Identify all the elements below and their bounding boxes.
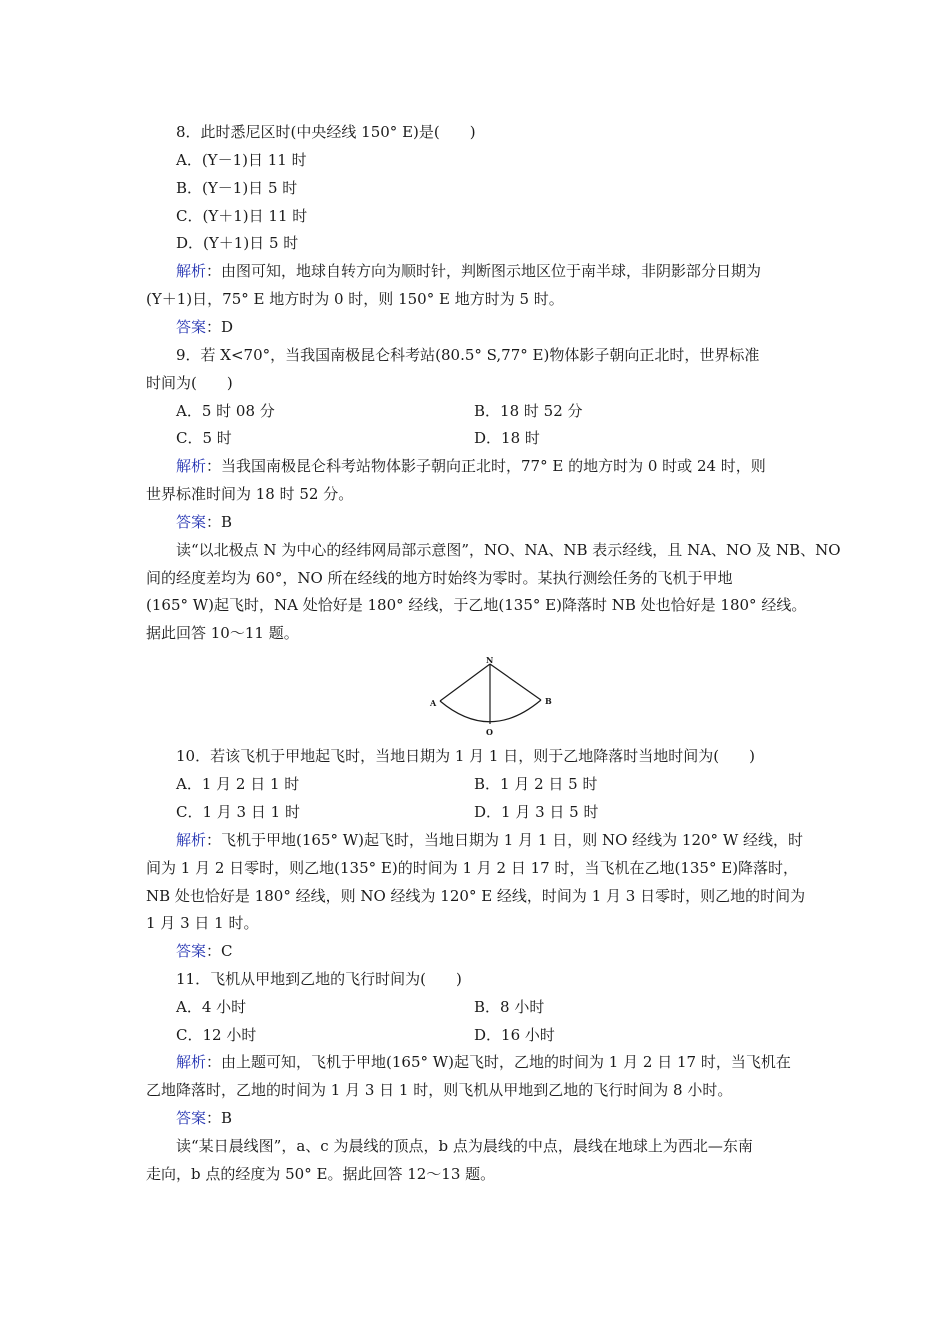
q11-option-b: B．8 小时 [474,998,545,1016]
q8-option-d: D．(Y＋1)日 5 时 [176,234,299,252]
intro-10-11-line-2: 间的经度差均为 60°，NO 所在经线的地方时始终为零时。某执行测绘任务的飞机于甲地 [146,569,733,587]
q10-answer [176,941,233,961]
meridian-nb [490,664,541,700]
answer-label: 答案 [176,1109,207,1127]
intro-12-13-line-2: 走向，b 点的经度为 50° E。据此回答 12～13 题。 [146,1165,496,1183]
analysis-label: 解析 [176,831,207,849]
q10-stem: 10．若该飞机于甲地起飞时，当地日期为 1 月 1 日，则于乙地降落时当地时间为( ) [176,747,755,765]
q9-analysis-line-2: 世界标准时间为 18 时 52 分。 [146,485,354,503]
meridian-diagram [420,655,560,737]
analysis-text: ：当我国南极昆仑科考站物体影子朝向正北时，77° E 的地方时为 0 时或 24 时，则 [206,457,766,475]
q10-analysis-line-3: NB 处也恰好是 180° 经线，则 NO 经线为 120° E 经线，时间为 1 月 3 日零时，则乙地的时间为 [146,887,806,905]
q10-analysis-line-1 [176,830,803,850]
q10-option-a: A．1 月 2 日 1 时 [176,775,300,793]
q11-analysis-line-2: 乙地降落时，乙地的时间为 1 月 3 日 1 时，则飞机从甲地到乙地的飞行时间为 8 小时。 [146,1081,733,1099]
q8-answer [176,317,233,337]
q10-analysis-line-4: 1 月 3 日 1 时。 [146,914,259,932]
q8-stem: 8．此时悉尼区时(中央经线 150° E)是( ) [176,123,476,141]
intro-10-11-line-4: 据此回答 10～11 题。 [146,624,299,642]
q9-stem-line-1: 9．若 X<70°，当我国南极昆仑科考站(80.5° S,77° E)物体影子朝向正北时，世界标准 [176,346,760,364]
q11-stem: 11．飞机从甲地到乙地的飞行时间为( ) [176,970,462,988]
answer-label: 答案 [176,513,207,531]
q11-answer [176,1108,232,1128]
intro-10-11-line-1: 读“以北极点 N 为中心的经纬网局部示意图”，NO、NA、NB 表示经线，且 NA、NO 及 NB、NO [176,541,841,559]
intro-12-13-line-1: 读“某日晨线图”，a、c 为晨线的顶点，b 点为晨线的中点，晨线在地球上为西北—东南 [176,1137,753,1155]
q11-option-d: D．16 小时 [474,1026,555,1044]
answer-value: ：B [206,1109,233,1127]
analysis-label: 解析 [176,457,207,475]
analysis-text: ：飞机于甲地(165° W)起飞时，当地日期为 1 月 1 日，则 NO 经线为 120° W 经线，时 [206,831,804,849]
answer-value: ：B [206,513,233,531]
label-a: A [430,698,437,708]
analysis-label: 解析 [176,262,207,280]
q9-option-a: A．5 时 08 分 [176,402,275,420]
label-b: B [545,696,552,706]
label-o: O [486,727,493,737]
analysis-text: ：由上题可知，飞机于甲地(165° W)起飞时，乙地的时间为 1 月 2 日 17 时，当飞机在 [206,1053,791,1071]
q9-option-b: B．18 时 52 分 [474,402,583,420]
q8-analysis-line-1 [176,261,761,281]
q11-option-c: C．12 小时 [176,1026,257,1044]
q10-analysis-line-2: 间为 1 月 2 日零时，则乙地(135° E)的时间为 1 月 2 日 17 时，当飞机在乙地(135° E)降落时， [146,859,799,877]
analysis-label: 解析 [176,1053,207,1071]
label-n: N [486,655,494,665]
q8-option-b: B．(Y－1)日 5 时 [176,179,298,197]
q9-option-c: C．5 时 [176,429,232,447]
q10-option-c: C．1 月 3 日 1 时 [176,803,300,821]
q8-option-c: C．(Y＋1)日 11 时 [176,207,308,225]
intro-10-11-line-3: (165° W)起飞时，NA 处恰好是 180° 经线，于乙地(135° E)降落时 NB 处也恰好是 180° 经线。 [146,596,807,614]
analysis-text: ：由图可知，地球自转方向为顺时针，判断图示地区位于南半球，非阴影部分日期为 [206,262,762,280]
q9-option-d: D．18 时 [474,429,540,447]
answer-value: ：D [206,318,234,336]
q11-option-a: A．4 小时 [176,998,247,1016]
answer-label: 答案 [176,942,207,960]
q8-option-a: A．(Y－1)日 11 时 [176,151,307,169]
answer-label: 答案 [176,318,207,336]
q9-answer [176,512,232,532]
q9-stem-line-2: 时间为( ) [146,374,233,392]
q10-option-d: D．1 月 3 日 5 时 [474,803,599,821]
q10-option-b: B．1 月 2 日 5 时 [474,775,598,793]
q11-analysis-line-1 [176,1052,791,1072]
q8-analysis-line-2: (Y＋1)日，75° E 地方时为 0 时，则 150° E 地方时为 5 时。 [146,290,564,308]
answer-value: ：C [206,942,233,960]
q9-analysis-line-1 [176,456,766,476]
meridian-na [440,664,490,701]
